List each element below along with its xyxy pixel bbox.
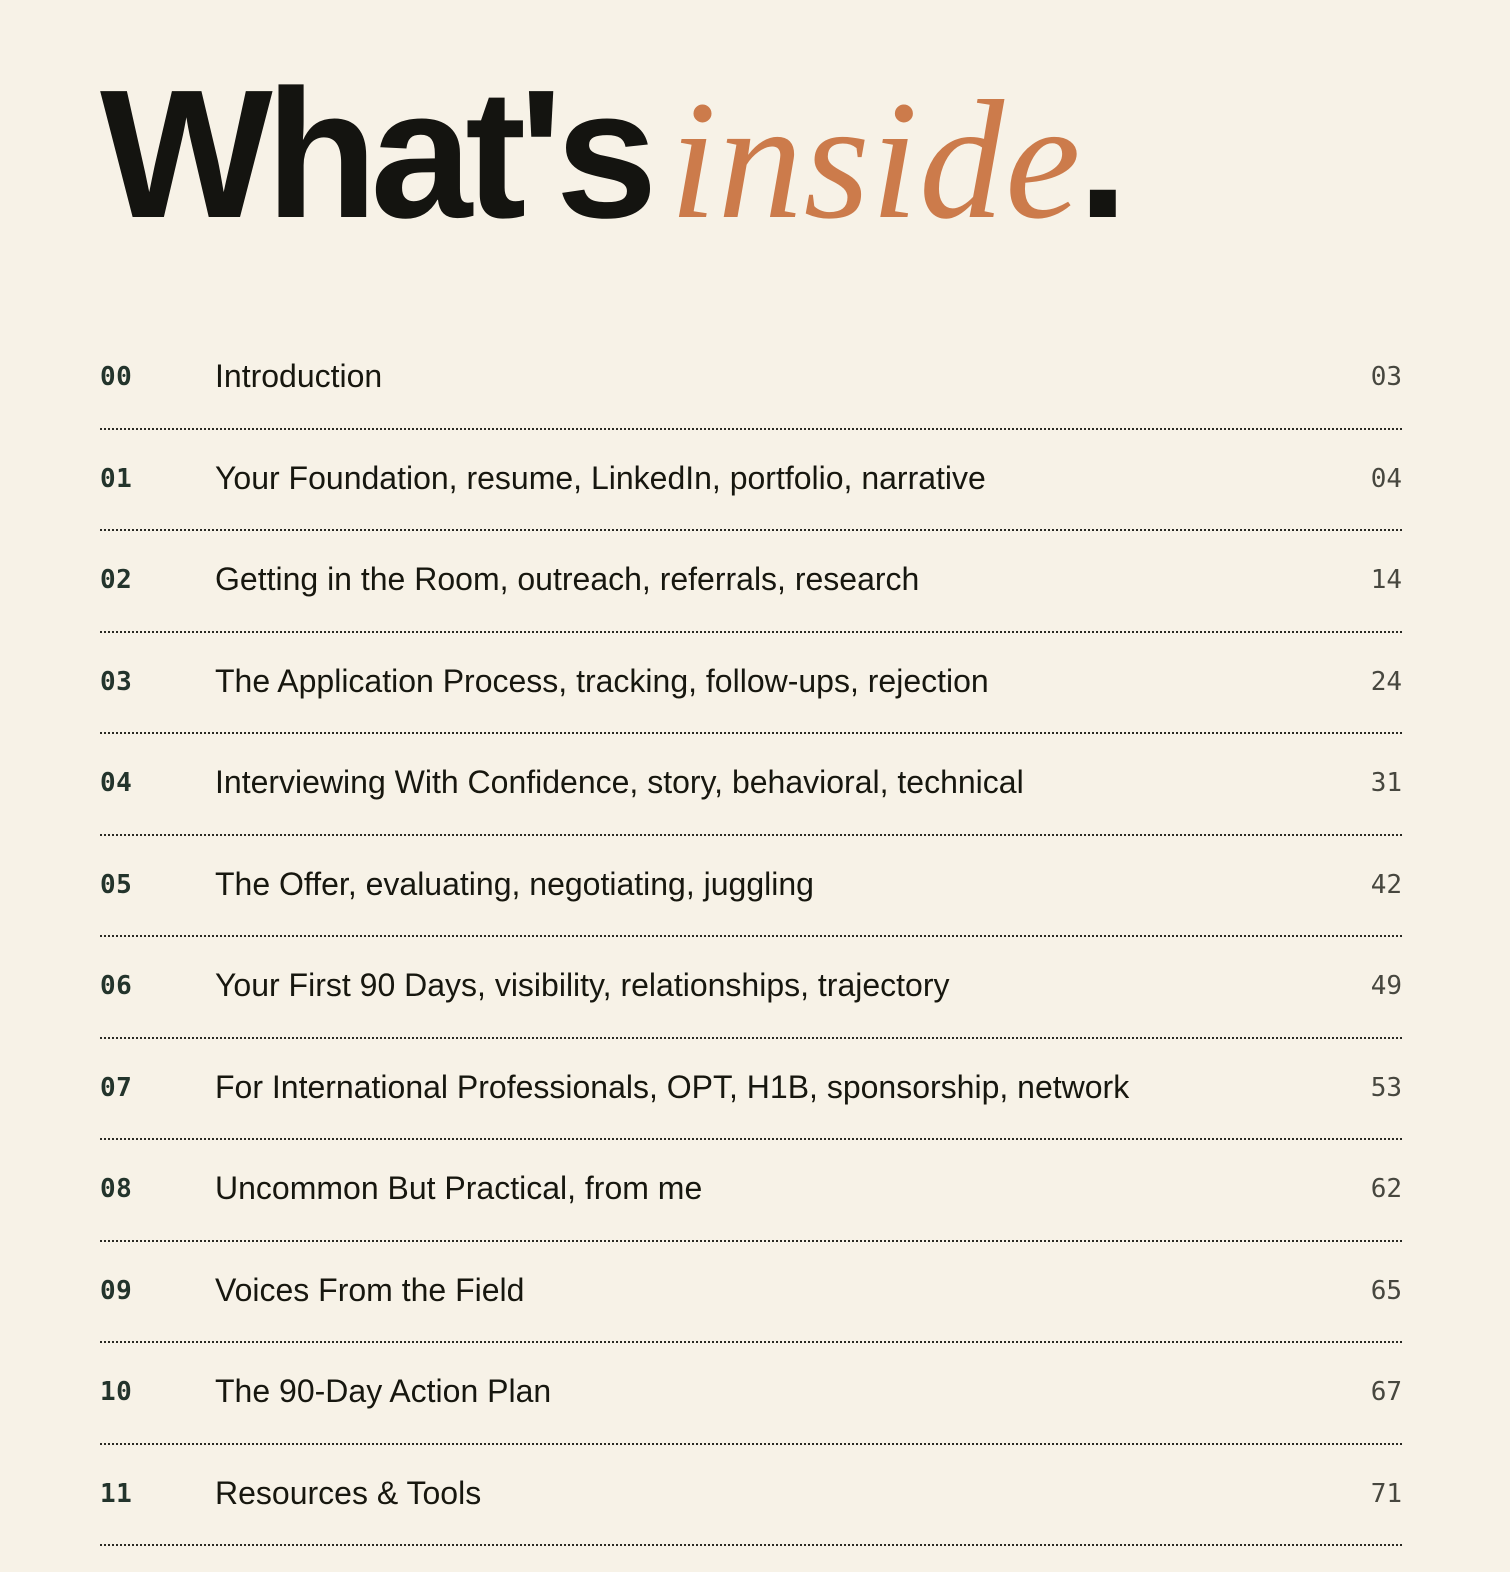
chapter-title: Voices From the Field bbox=[215, 1271, 525, 1308]
page-number: 31 bbox=[1370, 768, 1402, 798]
chapter-number: 07 bbox=[100, 1072, 133, 1103]
toc-row-09[interactable] bbox=[100, 1242, 1402, 1344]
toc-row-11[interactable] bbox=[100, 1445, 1402, 1547]
toc-row-02[interactable] bbox=[100, 531, 1402, 633]
chapter-title: The Application Process, tracking, follow-ups, rejection bbox=[215, 662, 989, 699]
chapter-number: 08 bbox=[100, 1174, 133, 1204]
toc-row-00[interactable] bbox=[100, 328, 1402, 430]
title-accent-text: inside bbox=[669, 66, 1082, 254]
chapter-title: Interviewing With Confidence, story, behavioral, technical bbox=[215, 764, 1024, 800]
toc-row-01[interactable] bbox=[100, 430, 1402, 532]
chapter-number: 00 bbox=[100, 362, 133, 392]
page-number: 14 bbox=[1370, 565, 1402, 595]
toc-row-08[interactable] bbox=[100, 1140, 1402, 1242]
chapter-title: The 90-Day Action Plan bbox=[215, 1373, 552, 1409]
page-number: 04 bbox=[1370, 463, 1402, 494]
page-number: 65 bbox=[1370, 1275, 1402, 1306]
title-period: . bbox=[1077, 51, 1129, 256]
chapter-number: 10 bbox=[100, 1377, 133, 1407]
chapter-title: Resources & Tools bbox=[215, 1474, 482, 1511]
page-number: 03 bbox=[1370, 362, 1402, 392]
toc-row-07[interactable] bbox=[100, 1039, 1402, 1141]
page-number: 49 bbox=[1370, 971, 1402, 1001]
toc-row-03[interactable] bbox=[100, 633, 1402, 735]
page-number: 53 bbox=[1370, 1072, 1402, 1103]
chapter-number: 09 bbox=[100, 1275, 133, 1306]
title-main-text: What's bbox=[100, 51, 651, 256]
chapter-title: For International Professionals, OPT, H1B, sponsorship, network bbox=[215, 1068, 1130, 1105]
chapter-number: 02 bbox=[100, 565, 133, 595]
toc-row-05[interactable] bbox=[100, 836, 1402, 938]
chapter-number: 01 bbox=[100, 463, 133, 494]
chapter-title: The Offer, evaluating, negotiating, juggling bbox=[215, 865, 814, 902]
chapter-title: Introduction bbox=[215, 358, 383, 394]
page-number: 71 bbox=[1370, 1478, 1402, 1509]
chapter-number: 04 bbox=[100, 768, 133, 798]
chapter-number: 03 bbox=[100, 666, 133, 697]
chapter-title: Your Foundation, resume, LinkedIn, portfolio, narrative bbox=[215, 459, 986, 496]
chapter-title: Uncommon But Practical, from me bbox=[215, 1170, 703, 1206]
page-title bbox=[100, 51, 1129, 256]
chapter-title: Getting in the Room, outreach, referrals, research bbox=[215, 561, 920, 597]
page-number: 67 bbox=[1370, 1377, 1402, 1407]
toc-row-04[interactable] bbox=[100, 734, 1402, 836]
page-number: 24 bbox=[1370, 666, 1402, 697]
chapter-title: Your First 90 Days, visibility, relationships, trajectory bbox=[215, 967, 950, 1003]
toc-row-06[interactable] bbox=[100, 937, 1402, 1039]
chapter-number: 06 bbox=[100, 971, 133, 1001]
toc-row-10[interactable] bbox=[100, 1343, 1402, 1445]
page-number: 42 bbox=[1370, 869, 1402, 900]
chapter-number: 11 bbox=[100, 1478, 133, 1509]
page-number: 62 bbox=[1370, 1174, 1402, 1204]
table-of-contents bbox=[100, 328, 1402, 1546]
chapter-number: 05 bbox=[100, 869, 133, 900]
